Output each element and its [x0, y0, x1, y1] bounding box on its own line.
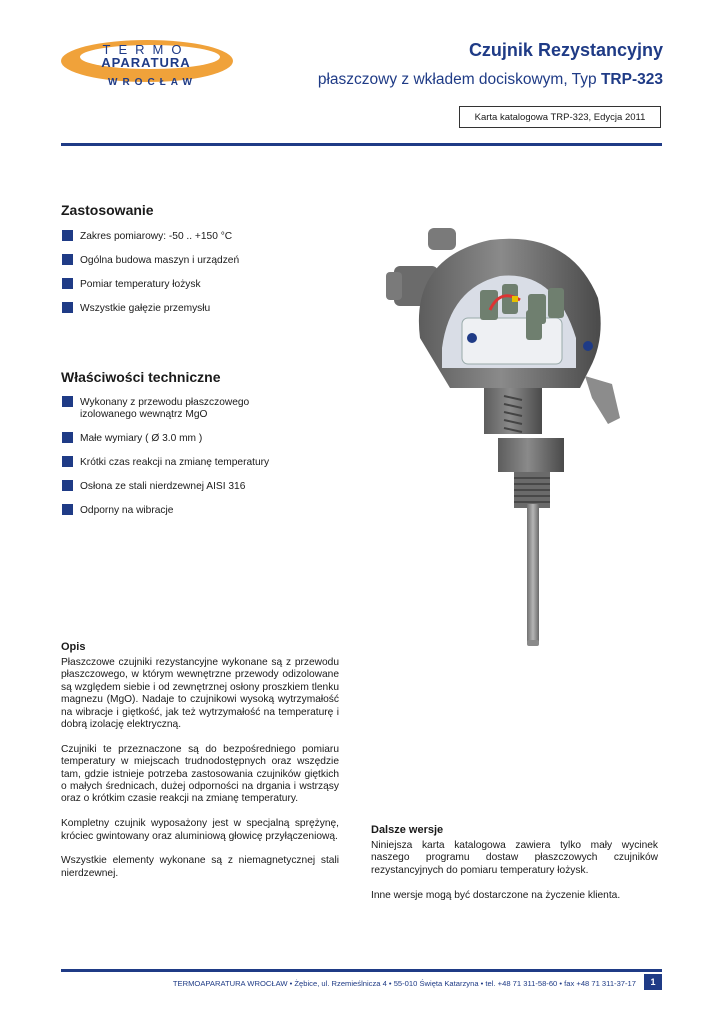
description-text	[61, 657, 339, 893]
list-item: Osłona ze stali nierdzewnej AISI 316	[62, 481, 332, 493]
section-heading-wlasciwosci: Właściwości techniczne	[61, 369, 221, 385]
sensor-product-image	[380, 218, 630, 648]
svg-text:TERMO: TERMO	[102, 42, 190, 57]
logo-city: WROCŁAW	[108, 77, 197, 88]
section-heading-zastosowanie: Zastosowanie	[61, 202, 154, 218]
list-item: Małe wymiary ( Ø 3.0 mm )	[62, 433, 332, 445]
paragraph: Niniejsza karta katalogowa zawiera tylko mały wycinek naszego programu dostaw płaszczowych czujników rezystancyjnych do pomiaru temperatury łożysk.	[371, 840, 658, 876]
list-item: Odporny na wibracje	[62, 505, 332, 517]
section-heading-opis: Opis	[61, 641, 86, 653]
paragraph: Inne wersje mogą być dostarczone na życzenie klienta.	[371, 889, 621, 901]
paragraph: Kompletny czujnik wyposażony jest w specjalną sprężynę, króciec gwintowany oraz aluminiową głowicę przyłączeniową.	[61, 818, 339, 842]
page-number: 1	[644, 974, 662, 990]
list-item: Wykonany z przewodu płaszczowego izolowanego wewnątrz MgO	[62, 397, 270, 421]
application-list	[62, 231, 332, 327]
paragraph: Czujniki te przeznaczone są do bezpośredniego pomiaru temperatury w miejscach trudnodostępnych oraz wszędzie tam, gdzie istnieje potrzeba zastosowania czujników giętkich o małych średnicach, dużej odporności na drgania i wstrząsy oraz o krótkim czasie reakcji na zmianę temperatury.	[61, 743, 339, 805]
paragraph: Płaszczowe czujniki rezystancyjne wykonane są z przewodu płaszczowego, w którym wewnętrzne przewody odizolowane są względem siebie i od zewnętrznej osłony proszkiem tlenku magnezu (MgO). Nadaje to czujnikowi wysoką wytrzymałość na wibracje i giętkość, jak też wytrzymałość na temperaturę i dobrą izolację elektryczną.	[61, 657, 339, 731]
further-versions-text	[371, 840, 658, 914]
list-item: Ogólna budowa maszyn i urządzeń	[62, 255, 332, 267]
header-divider	[61, 143, 662, 146]
page-title: Czujnik Rezystancyjny	[468, 40, 663, 60]
paragraph: Wszystkie elementy wykonane są z niemagnetycznej stali nierdzewnej.	[61, 855, 339, 879]
properties-list	[62, 397, 332, 529]
list-item: Wszystkie gałęzie przemysłu	[62, 303, 332, 315]
section-heading-dalsze-wersje: Dalsze wersje	[371, 824, 444, 836]
list-item: Krótki czas reakcji na zmianę temperatury	[62, 457, 332, 469]
catalog-card-label: Karta katalogowa TRP-323, Edycja 2011	[459, 106, 661, 128]
product-type: TRP-323	[600, 71, 663, 88]
footer-divider	[61, 969, 662, 972]
svg-text:APARATURA: APARATURA	[101, 55, 191, 70]
list-item: Pomiar temperatury łożysk	[62, 279, 332, 291]
footer-contact: TERMOAPARATURA WROCŁAW • Żębice, ul. Rzemieślnicza 4 • 55-010 Święta Katarzyna • tel. +48 71 311-58-60 • fax +48 71 311-37-17	[172, 979, 636, 988]
list-item: Zakres pomiarowy: -50 .. +150 °C	[62, 231, 332, 243]
subtitle-prefix: płaszczowy z wkładem dociskowym, Typ	[317, 71, 601, 88]
page-subtitle	[318, 71, 663, 89]
